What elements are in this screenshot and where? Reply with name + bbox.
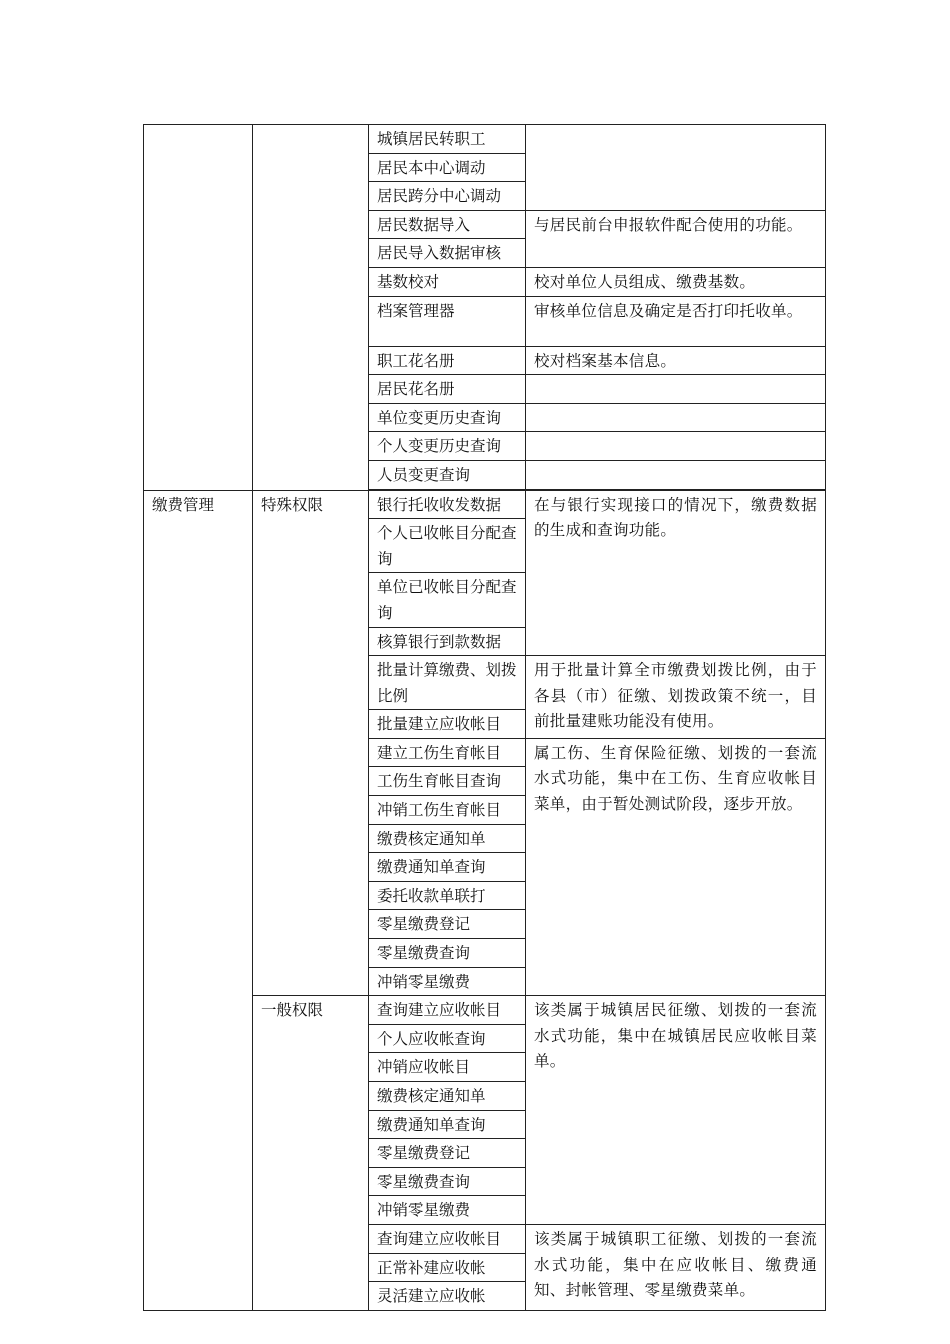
function-cell: 单位已收帐目分配查询	[369, 573, 526, 627]
permission-table	[143, 124, 826, 1311]
function-cell: 批量建立应收帐目	[369, 710, 526, 739]
function-cell: 冲销工伤生育帐目	[369, 796, 526, 825]
function-cell: 银行托收收发数据	[369, 490, 526, 519]
function-cell: 建立工伤生育帐目	[369, 738, 526, 767]
group-name-cell: 特殊权限	[253, 490, 369, 996]
function-cell: 核算银行到款数据	[369, 627, 526, 656]
function-cell: 零星缴费登记	[369, 1139, 526, 1168]
function-cell: 城镇居民转职工	[369, 125, 526, 154]
function-cell: 档案管理器	[369, 296, 526, 346]
function-cell: 缴费通知单查询	[369, 1110, 526, 1139]
description-cell: 在与银行实现接口的情况下，缴费数据的生成和查询功能。	[526, 490, 826, 656]
function-cell: 工伤生育帐目查询	[369, 767, 526, 796]
function-cell: 居民导入数据审核	[369, 239, 526, 268]
function-cell: 查询建立应收帐目	[369, 1224, 526, 1253]
function-cell: 基数校对	[369, 267, 526, 296]
function-cell: 居民花名册	[369, 375, 526, 404]
description-cell: 该类属于城镇职工征缴、划拨的一套流水式功能，集中在应收帐目、缴费通知、封帐管理、零星缴费菜单。	[526, 1224, 826, 1310]
description-cell: 该类属于城镇居民征缴、划拨的一套流水式功能，集中在城镇居民应收帐目菜单。	[526, 996, 826, 1225]
function-cell: 个人已收帐目分配查询	[369, 519, 526, 573]
description-cell-empty	[526, 460, 826, 489]
function-cell: 冲销零星缴费	[369, 1196, 526, 1225]
description-cell-empty	[526, 432, 826, 461]
function-cell: 批量计算缴费、划拨比例	[369, 656, 526, 710]
function-cell: 人员变更查询	[369, 460, 526, 489]
function-cell: 居民跨分中心调动	[369, 182, 526, 211]
function-cell: 个人变更历史查询	[369, 432, 526, 461]
function-cell: 冲销应收帐目	[369, 1053, 526, 1082]
function-cell: 个人应收帐查询	[369, 1024, 526, 1053]
function-cell: 正常补建应收帐	[369, 1253, 526, 1282]
function-cell: 零星缴费登记	[369, 910, 526, 939]
function-cell: 居民数据导入	[369, 210, 526, 239]
description-cell: 校对单位人员组成、缴费基数。	[526, 267, 826, 296]
description-cell-empty	[526, 125, 826, 211]
function-cell: 职工花名册	[369, 346, 526, 375]
description-cell: 用于批量计算全市缴费划拨比例，由于各县（市）征缴、划拨政策不统一，目前批量建账功能没有使用。	[526, 656, 826, 739]
description-cell-empty	[526, 403, 826, 432]
group-name-cell: 一般权限	[253, 996, 369, 1311]
module-name-cell: 缴费管理	[144, 490, 253, 1310]
function-cell: 居民本中心调动	[369, 153, 526, 182]
description-cell-empty	[526, 375, 826, 404]
function-cell: 冲销零星缴费	[369, 967, 526, 996]
function-cell: 零星缴费查询	[369, 1167, 526, 1196]
function-cell: 委托收款单联打	[369, 881, 526, 910]
function-cell: 零星缴费查询	[369, 939, 526, 968]
function-cell: 缴费核定通知单	[369, 824, 526, 853]
function-cell: 灵活建立应收帐	[369, 1282, 526, 1311]
description-cell: 属工伤、生育保险征缴、划拨的一套流水式功能，集中在工伤、生育应收帐目菜单，由于暂处测试阶段，逐步开放。	[526, 738, 826, 995]
group-cell-empty	[253, 125, 369, 491]
description-cell: 与居民前台申报软件配合使用的功能。	[526, 210, 826, 267]
function-cell: 单位变更历史查询	[369, 403, 526, 432]
function-cell: 缴费通知单查询	[369, 853, 526, 882]
description-cell: 校对档案基本信息。	[526, 346, 826, 375]
module-cell-empty	[144, 125, 253, 491]
function-cell: 缴费核定通知单	[369, 1082, 526, 1111]
function-cell: 查询建立应收帐目	[369, 996, 526, 1025]
description-cell: 审核单位信息及确定是否打印托收单。	[526, 296, 826, 346]
